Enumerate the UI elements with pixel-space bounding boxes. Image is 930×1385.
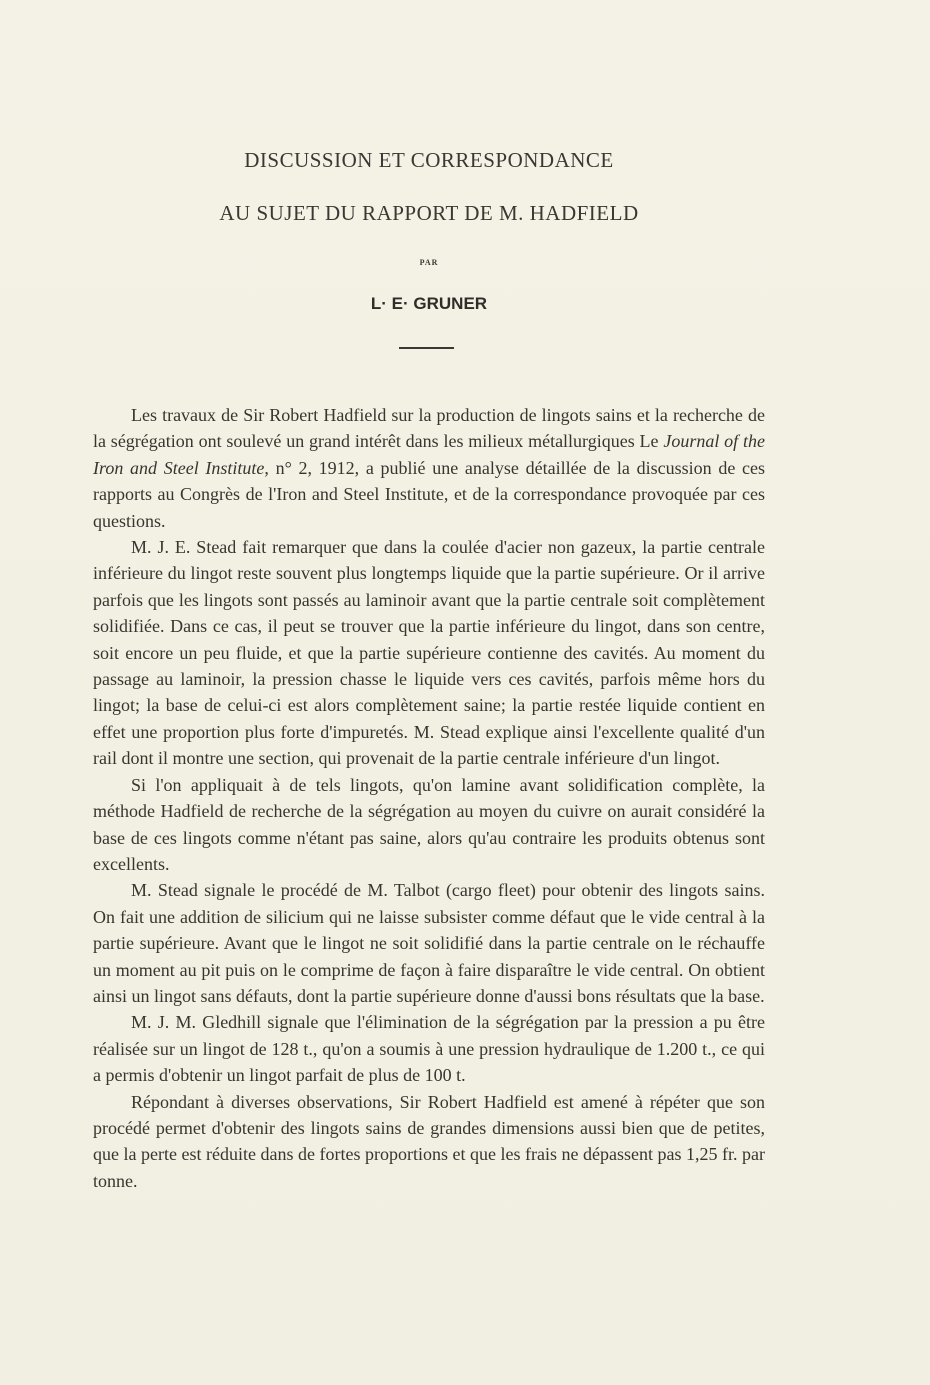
- paragraph-6: Répondant à diverses observations, Sir Robert Hadfield est amené à répéter que son procédé permet d'obtenir des lingots sains de grandes dimensions aussi bien que de petites, que la perte est réduite dans de fortes proportions et que les frais ne dépassent pas 1,25 fr. par tonne.: [93, 1091, 765, 1191]
- paragraph-2: M. J. E. Stead fait remarquer que dans la coulée d'acier non gazeux, la partie centrale inférieure du lingot reste souvent plus longtemps liquide que la partie supérieure. Or il arrive parfois que les lingots sont passés au laminoir avant que la partie centrale soit complètement solidifiée. Dans ce cas, il peut se trouver que la partie inférieure du lingot, dans son centre, soit encore un peu fluide, et que la partie supérieure contienne des cavités. Au moment du passage au laminoir, la pression chasse le liquide vers ces cavités, parfois même hors du lingot; la base de celui-ci est alors complètement saine; la partie restée liquide contient en effet une proportion plus forte d'impuretés. M. Stead explique ainsi l'excellente qualité d'un rail dont il montre une section, qui provenait de la partie centrale inférieure d'un lingot.: [93, 537, 765, 769]
- journal-title: Journal of the Iron and Steel Institute: [93, 431, 765, 478]
- paragraph-1-end: , n° 2, 1912, a publié une analyse détaillée de la discussion de ces rapports au Congrès de l'Iron and Steel Institute, et de la correspondance provoquée par ces questions.: [93, 457, 765, 531]
- paragraph-5: M. J. M. Gledhill signale que l'élimination de la ségrégation par la pression a pu être réalisée sur un lingot de 128 t., qu'on a soumis à une pression hydraulique de 1.200 t., ce qui a permis d'obtenir un lingot parfait de plus de 100 t.: [93, 1012, 765, 1086]
- separator-rule: [399, 347, 454, 349]
- paragraph-4: M. Stead signale le procédé de M. Talbot (cargo fleet) pour obtenir des lingots sains. On fait une addition de silicium qui ne laisse subsister comme défaut que le vide central à la partie supérieure. Avant que le lingot ne soit solidifié dans la partie centrale on le réchauffe un moment au pit puis on le comprime de façon à faire disparaître le vide central. On obtient ainsi un lingot sans défauts, dont la partie supérieure donne d'aussi bons résultats que la base.: [93, 880, 765, 1006]
- title-line-1: DISCUSSION ET CORRESPONDANCE: [244, 148, 614, 172]
- author-name: L· E· GRUNER: [370, 294, 488, 313]
- article-body: [93, 402, 765, 1194]
- paragraph-3: Si l'on appliquait à de tels lingots, qu'on lamine avant solidification complète, la méthode Hadfield de recherche de la ségrégation au moyen du cuivre on aurait considéré la base de ces lingots comme n'étant pas saine, alors qu'au contraire les produits obtenus sont excellents.: [93, 774, 765, 874]
- title-line-2: AU SUJET DU RAPPORT DE M. HADFIELD: [219, 201, 639, 225]
- paragraph-1: [93, 402, 765, 534]
- paragraph-1-start: Les travaux de Sir Robert Hadfield sur la production de lingots sains et la recherche de la ségrégation ont soulevé un grand intérêt dans les milieux métallurgiques Le: [93, 405, 765, 452]
- by-label: PAR: [419, 258, 439, 267]
